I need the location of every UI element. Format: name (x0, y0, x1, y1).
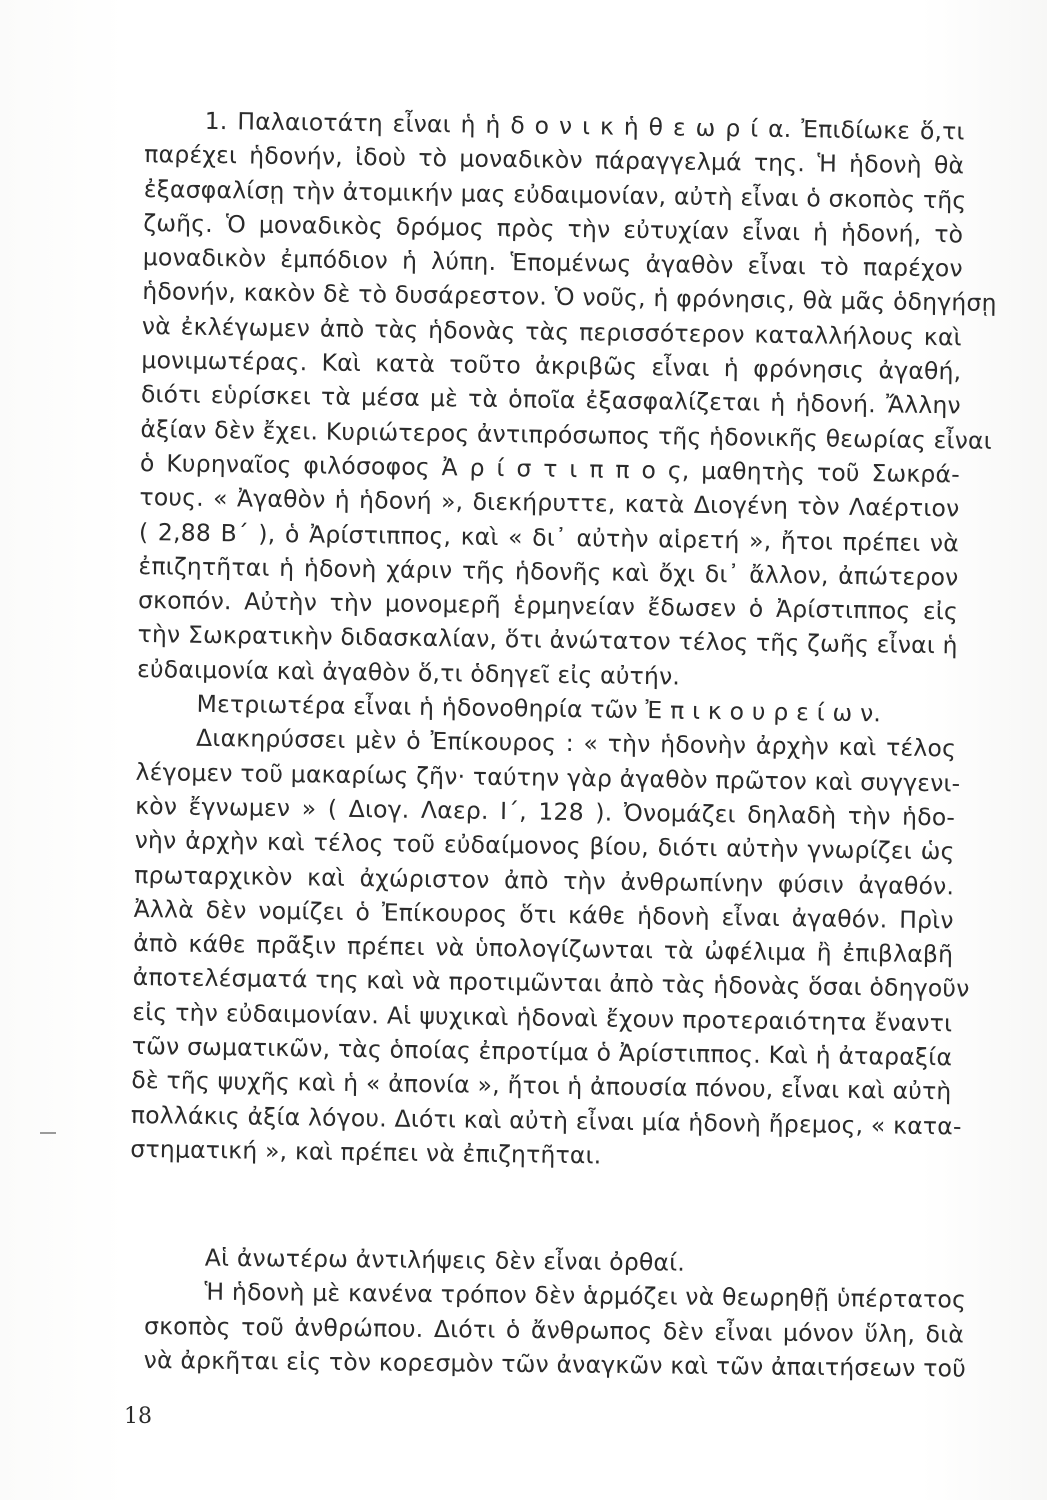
text-line: Αἱ ἀνωτέρω ἀντιλήψεις δὲν εἶναι ὀρθαί. (204, 1243, 686, 1277)
text-line: ( 2,88 Β΄ ), ὁ Ἀρίστιππος, καὶ « δι᾽ αὐτὴν αἱρετή », ἤτοι πρέπει νὰ (138, 517, 960, 557)
text-line: εἰς τὴν εὐδαιμονίαν. Αἱ ψυχικαὶ ἡδοναὶ ἔχουν προτεραιότητα ἔναντι (132, 997, 953, 1038)
text-line: ἡδονήν, κακὸν δὲ τὸ δυσάρεστον. Ὁ νοῦς, ἡ φρόνησις, θὰ μᾶς ὁδηγήσῃ (142, 277, 997, 318)
text-line: Διακηρύσσει μὲν ὁ Ἐπίκουρος : « τὴν ἡδονὴν ἀρχὴν καὶ τέλος (195, 724, 957, 763)
text-line: κὸν ἔγνωμεν » ( Διογ. Λαερ. Ι΄, 128 ). Ὀνομάζει δηλαδὴ τὴν ἡδο- (134, 791, 956, 832)
text-line: ἀπὸ κάθε πρᾶξιν πρέπει νὰ ὑπολογίζωνται τὰ ὠφέλιμα ἢ ἐπιβλαβῆ (133, 929, 954, 969)
text-line: νὰ ἀρκῆται εἰς τὸν κορεσμὸν τῶν ἀναγκῶν καὶ τῶν ἀπαιτήσεων τοῦ (143, 1345, 967, 1383)
text-line: διότι εὑρίσκει τὰ μέσα μὲ τὰ ὁποῖα ἐξασφαλίζεται ἡ ἡδονή. Ἄλλην (140, 380, 962, 420)
text-line: νὰ ἐκλέγωμεν ἀπὸ τὰς ἡδονὰς τὰς περισσότερον καταλλήλους καὶ (141, 311, 963, 352)
text-line: Μετριωτέρα εἶναι ἡ ἡδονοθηρία τῶν Ἐ π ι κ ο υ ρ ε ί ω ν. (196, 689, 882, 728)
text-line: Ἡ ἡδονὴ μὲ κανένα τρόπον δὲν ἁρμόζει νὰ θεωρηθῇ ὑπέρτατος (204, 1277, 967, 1314)
text-line: ἐπιζητῆται ἡ ἡδονὴ χάριν τῆς ἡδονῆς καὶ ὄχι δι᾽ ἄλλον, ἀπώτερον (138, 551, 959, 592)
text-line: εὐδαιμονία καὶ ἀγαθὸν ὅ,τι ὁδηγεῖ εἰς αὐτήν. (136, 654, 681, 691)
main-text-block (130, 103, 997, 1178)
text-line: 1. Παλαιοτάτη εἶναι ἡ ἡ δ ο ν ι κ ἡ θ ε ω ρ ί α. Ἐπιδίωκε ὅ,τι (204, 106, 965, 146)
closing-text-block (144, 1240, 965, 1386)
text-line: στηματική », καὶ πρέπει νὰ ἐπιζητῆται. (130, 1134, 602, 1170)
text-line: τὴν Σωκρατικὴν διδασκαλίαν, ὅτι ἀνώτατον τέλος τῆς ζωῆς εἶναι ἡ (137, 620, 958, 660)
text-line: λέγομεν τοῦ μακαρίως ζῆν· ταύτην γὰρ ἀγαθὸν πρῶτον καὶ συγγενι- (135, 757, 961, 798)
text-line: παρέχει ἡδονήν, ἰδοὺ τὸ μοναδικὸν πάραγγελμά της. Ἡ ἡδονὴ θὰ (144, 140, 965, 180)
text-line: μοναδικὸν ἐμπόδιον ἡ λύπη. Ἑπομένως ἀγαθὸν εἶναι τὸ παρέχον (142, 243, 963, 283)
text-line: νὴν ἀρχὴν καὶ τέλος τοῦ εὐδαίμονος βίου, διότι αὐτὴν γνωρίζει ὡς (134, 826, 955, 866)
text-line: ἐξασφαλίσῃ τὴν ἀτομικήν μας εὐδαιμονίαν, αὐτὴ εἶναι ὁ σκοπὸς τῆς (143, 174, 967, 215)
text-line: πρωταρχικὸν καὶ ἀχώριστον ἀπὸ τὴν ἀνθρωπίνην φύσιν ἀγαθόν. (134, 860, 955, 900)
text-line: ὁ Κυρηναῖος φιλόσοφος Ἀ ρ ί σ τ ι π π ο ς, μαθητὴς τοῦ Σωκρά- (139, 448, 961, 489)
text-line: μονιμωτέρας. Καὶ κατὰ τοῦτο ἀκριβῶς εἶναι ἡ φρόνησις ἀγαθή, (141, 346, 962, 386)
text-line: σκοπόν. Αὐτὴν τὴν μονομερῆ ἑρμηνείαν ἔδωσεν ὁ Ἀρίστιππος εἰς (137, 586, 959, 626)
text-line: ἀξίαν δὲν ἔχει. Κυριώτερος ἀντιπρόσωπος τῆς ἡδονικῆς θεωρίας εἶναι (140, 414, 993, 455)
text-line: Ἀλλὰ δὲν νομίζει ὁ Ἐπίκουρος ὅτι κάθε ἡδονὴ εἶναι ἀγαθόν. Πρὶν (133, 894, 954, 935)
margin-mark (40, 1132, 56, 1134)
text-line: ἀποτελέσματά της καὶ νὰ προτιμῶνται ἀπὸ τὰς ἡδονὰς ὅσαι ὁδηγοῦν (132, 963, 970, 1004)
text-line: τῶν σωματικῶν, τὰς ὁποίας ἐπροτίμα ὁ Ἀρίστιππος. Καὶ ἡ ἀταραξία (131, 1031, 953, 1072)
text-line: πολλάκις ἀξία λόγου. Διότι καὶ αὐτὴ εἶναι μία ἡδονὴ ἤρεμος, « κατα- (130, 1100, 962, 1141)
text-line: σκοπὸς τοῦ ἀνθρώπου. Διότι ὁ ἄνθρωπος δὲν εἶναι μόνον ὕλη, διὰ (143, 1311, 965, 1349)
text-line: ζωῆς. Ὁ μοναδικὸς δρόμος πρὸς τὴν εὐτυχίαν εἶναι ἡ ἡδονή, τὸ (143, 208, 964, 249)
text-line: τους. « Ἀγαθὸν ἡ ἡδονή », διεκήρυττε, κατὰ Διογένη τὸν Λαέρτιον (139, 483, 960, 523)
text-line: δὲ τῆς ψυχῆς καὶ ἡ « ἀπονία », ἤτοι ἡ ἀπουσία πόνου, εἶναι καὶ αὐτὴ (131, 1066, 952, 1106)
page-number: 18 (124, 1404, 152, 1429)
